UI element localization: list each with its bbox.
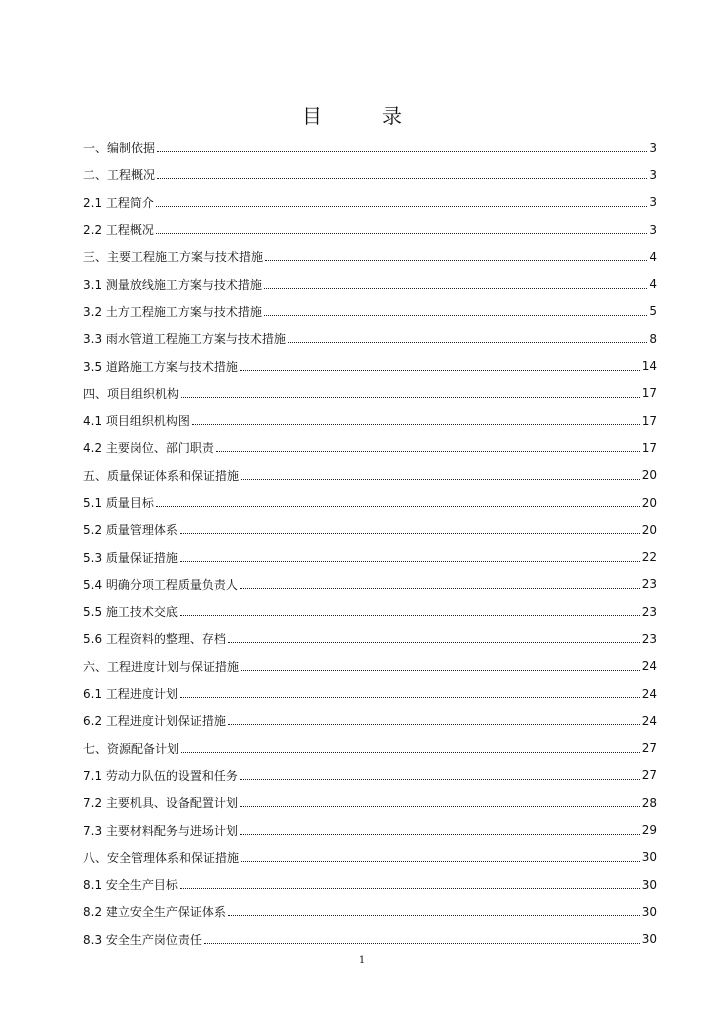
toc-entry[interactable] xyxy=(83,216,657,243)
toc-entry-label: 7.3 主要材料配务与进场计划 xyxy=(83,823,238,838)
toc-entry[interactable] xyxy=(83,134,657,161)
toc-entry-page: 20 xyxy=(641,468,657,483)
toc-entry[interactable] xyxy=(83,543,657,570)
toc-entry-label: 八、安全管理体系和保证措施 xyxy=(83,850,240,865)
toc-leader-dots xyxy=(241,670,640,671)
toc-entry-page: 23 xyxy=(641,577,657,592)
toc-leader-dots xyxy=(240,588,640,589)
toc-leader-dots xyxy=(180,533,640,534)
toc-entry-page: 3 xyxy=(649,222,657,237)
toc-leader-dots xyxy=(240,370,640,371)
toc-leader-dots xyxy=(288,342,647,343)
toc-entry-label: 六、工程进度计划与保证措施 xyxy=(83,659,240,674)
toc-entry[interactable] xyxy=(83,516,657,543)
toc-entry-page: 28 xyxy=(641,795,657,810)
toc-entry-label: 4.1 项目组织机构图 xyxy=(83,414,190,429)
toc-entry-page: 23 xyxy=(641,631,657,646)
toc-entry[interactable] xyxy=(83,625,657,652)
toc-entry-page: 3 xyxy=(649,167,657,182)
toc-leader-dots xyxy=(228,915,640,916)
toc-leader-dots xyxy=(241,861,640,862)
toc-entry-label: 三、主要工程施工方案与技术措施 xyxy=(83,250,264,265)
toc-leader-dots xyxy=(180,615,640,616)
toc-entry-label: 8.3 安全生产岗位责任 xyxy=(83,932,202,947)
toc-entry[interactable] xyxy=(83,462,657,489)
toc-entry-label: 5.4 明确分项工程质量负责人 xyxy=(83,577,238,592)
toc-entry[interactable] xyxy=(83,844,657,871)
toc-entry-page: 30 xyxy=(641,850,657,865)
toc-entry[interactable] xyxy=(83,926,657,953)
toc-entry[interactable] xyxy=(83,243,657,270)
toc-entry-page: 20 xyxy=(641,495,657,510)
toc-entry-page: 8 xyxy=(649,331,657,346)
toc-entry-page: 24 xyxy=(641,686,657,701)
toc-entry-page: 27 xyxy=(641,768,657,783)
toc-entry-label: 四、项目组织机构 xyxy=(83,386,180,401)
toc-entry-page: 27 xyxy=(641,741,657,756)
toc-leader-dots xyxy=(156,233,647,234)
toc-entry-page: 30 xyxy=(641,932,657,947)
toc-entry-label: 5.5 施工技术交底 xyxy=(83,605,178,620)
toc-leader-dots xyxy=(157,178,647,179)
toc-leader-dots xyxy=(241,479,640,480)
toc-entry-label: 6.2 工程进度计划保证措施 xyxy=(83,714,226,729)
toc-entry-page: 17 xyxy=(641,386,657,401)
toc-leader-dots xyxy=(181,397,640,398)
toc-entry-page: 22 xyxy=(641,550,657,565)
toc-entry-label: 5.2 质量管理体系 xyxy=(83,523,178,538)
toc-leader-dots xyxy=(264,288,647,289)
toc-leader-dots xyxy=(192,424,640,425)
toc-entry-page: 24 xyxy=(641,713,657,728)
toc-entry-label: 8.1 安全生产目标 xyxy=(83,878,178,893)
toc-entry[interactable] xyxy=(83,352,657,379)
toc-entry-page: 17 xyxy=(641,413,657,428)
toc-entry-page: 20 xyxy=(641,522,657,537)
toc-leader-dots xyxy=(156,206,647,207)
toc-entry-page: 29 xyxy=(641,823,657,838)
toc-entry[interactable] xyxy=(83,270,657,297)
toc-leader-dots xyxy=(180,561,640,562)
toc-entry[interactable] xyxy=(83,161,657,188)
toc-entry-label: 二、工程概况 xyxy=(83,168,156,183)
toc-leader-dots xyxy=(240,779,640,780)
toc-entry[interactable] xyxy=(83,598,657,625)
table-of-contents xyxy=(83,134,657,953)
toc-entry-label: 6.1 工程进度计划 xyxy=(83,687,178,702)
toc-leader-dots xyxy=(228,724,640,725)
toc-entry[interactable] xyxy=(83,735,657,762)
toc-entry-label: 5.1 质量目标 xyxy=(83,496,154,510)
toc-leader-dots xyxy=(216,451,640,452)
toc-entry-label: 五、质量保证体系和保证措施 xyxy=(83,468,240,483)
toc-entry[interactable] xyxy=(83,407,657,434)
toc-entry-page: 4 xyxy=(649,277,657,292)
toc-entry-page: 30 xyxy=(641,877,657,892)
toc-entry[interactable] xyxy=(83,380,657,407)
toc-entry[interactable] xyxy=(83,489,657,516)
toc-entry[interactable] xyxy=(83,653,657,680)
toc-entry-label: 七、资源配备计划 xyxy=(83,741,180,756)
toc-entry[interactable] xyxy=(83,325,657,352)
toc-entry[interactable] xyxy=(83,707,657,734)
toc-entry-label: 5.3 质量保证措施 xyxy=(83,550,178,565)
toc-entry-page: 24 xyxy=(641,659,657,674)
toc-leader-dots xyxy=(156,506,640,507)
toc-leader-dots xyxy=(180,697,640,698)
toc-entry[interactable] xyxy=(83,189,657,216)
toc-entry-label: 5.6 工程资料的整理、存档 xyxy=(83,632,226,647)
page-number: 1 xyxy=(358,955,366,966)
toc-entry-page: 5 xyxy=(649,304,657,319)
toc-entry[interactable] xyxy=(83,871,657,898)
toc-entry-label: 7.1 劳动力队伍的设置和任务 xyxy=(83,768,238,783)
toc-entry-page: 3 xyxy=(649,140,657,155)
page-title: 目 录 xyxy=(302,104,422,128)
toc-entry-page: 3 xyxy=(649,195,657,210)
toc-entry-page: 14 xyxy=(641,359,657,374)
toc-entry-label: 8.2 建立安全生产保证体系 xyxy=(83,905,226,920)
toc-leader-dots xyxy=(228,642,640,643)
toc-entry[interactable] xyxy=(83,762,657,789)
toc-entry-label: 2.1 工程简介 xyxy=(83,195,154,210)
toc-entry[interactable] xyxy=(83,680,657,707)
toc-entry[interactable] xyxy=(83,434,657,461)
toc-entry-label: 3.1 测量放线施工方案与技术措施 xyxy=(83,277,262,292)
toc-entry-page: 17 xyxy=(641,440,657,455)
toc-entry-page: 23 xyxy=(641,604,657,619)
toc-leader-dots xyxy=(240,806,640,807)
toc-entry[interactable] xyxy=(83,898,657,925)
toc-entry-label: 3.5 道路施工方案与技术措施 xyxy=(83,359,238,374)
toc-leader-dots xyxy=(265,260,647,261)
toc-entry-page: 4 xyxy=(649,249,657,264)
toc-entry[interactable] xyxy=(83,789,657,816)
toc-entry-label: 3.2 土方工程施工方案与技术措施 xyxy=(83,304,262,319)
toc-leader-dots xyxy=(181,752,640,753)
toc-entry-page: 30 xyxy=(641,904,657,919)
toc-entry-label: 3.3 雨水管道工程施工方案与技术措施 xyxy=(83,332,286,347)
toc-entry-label: 一、编制依据 xyxy=(83,141,156,156)
toc-entry[interactable] xyxy=(83,298,657,325)
toc-leader-dots xyxy=(157,151,647,152)
toc-leader-dots xyxy=(240,834,640,835)
toc-entry[interactable] xyxy=(83,816,657,843)
toc-leader-dots xyxy=(264,315,647,316)
toc-entry-label: 7.2 主要机具、设备配置计划 xyxy=(83,796,238,811)
toc-entry-label: 2.2 工程概况 xyxy=(83,223,154,238)
toc-leader-dots xyxy=(204,943,640,944)
toc-entry-label: 4.2 主要岗位、部门职责 xyxy=(83,441,214,456)
toc-entry[interactable] xyxy=(83,571,657,598)
toc-leader-dots xyxy=(180,888,640,889)
